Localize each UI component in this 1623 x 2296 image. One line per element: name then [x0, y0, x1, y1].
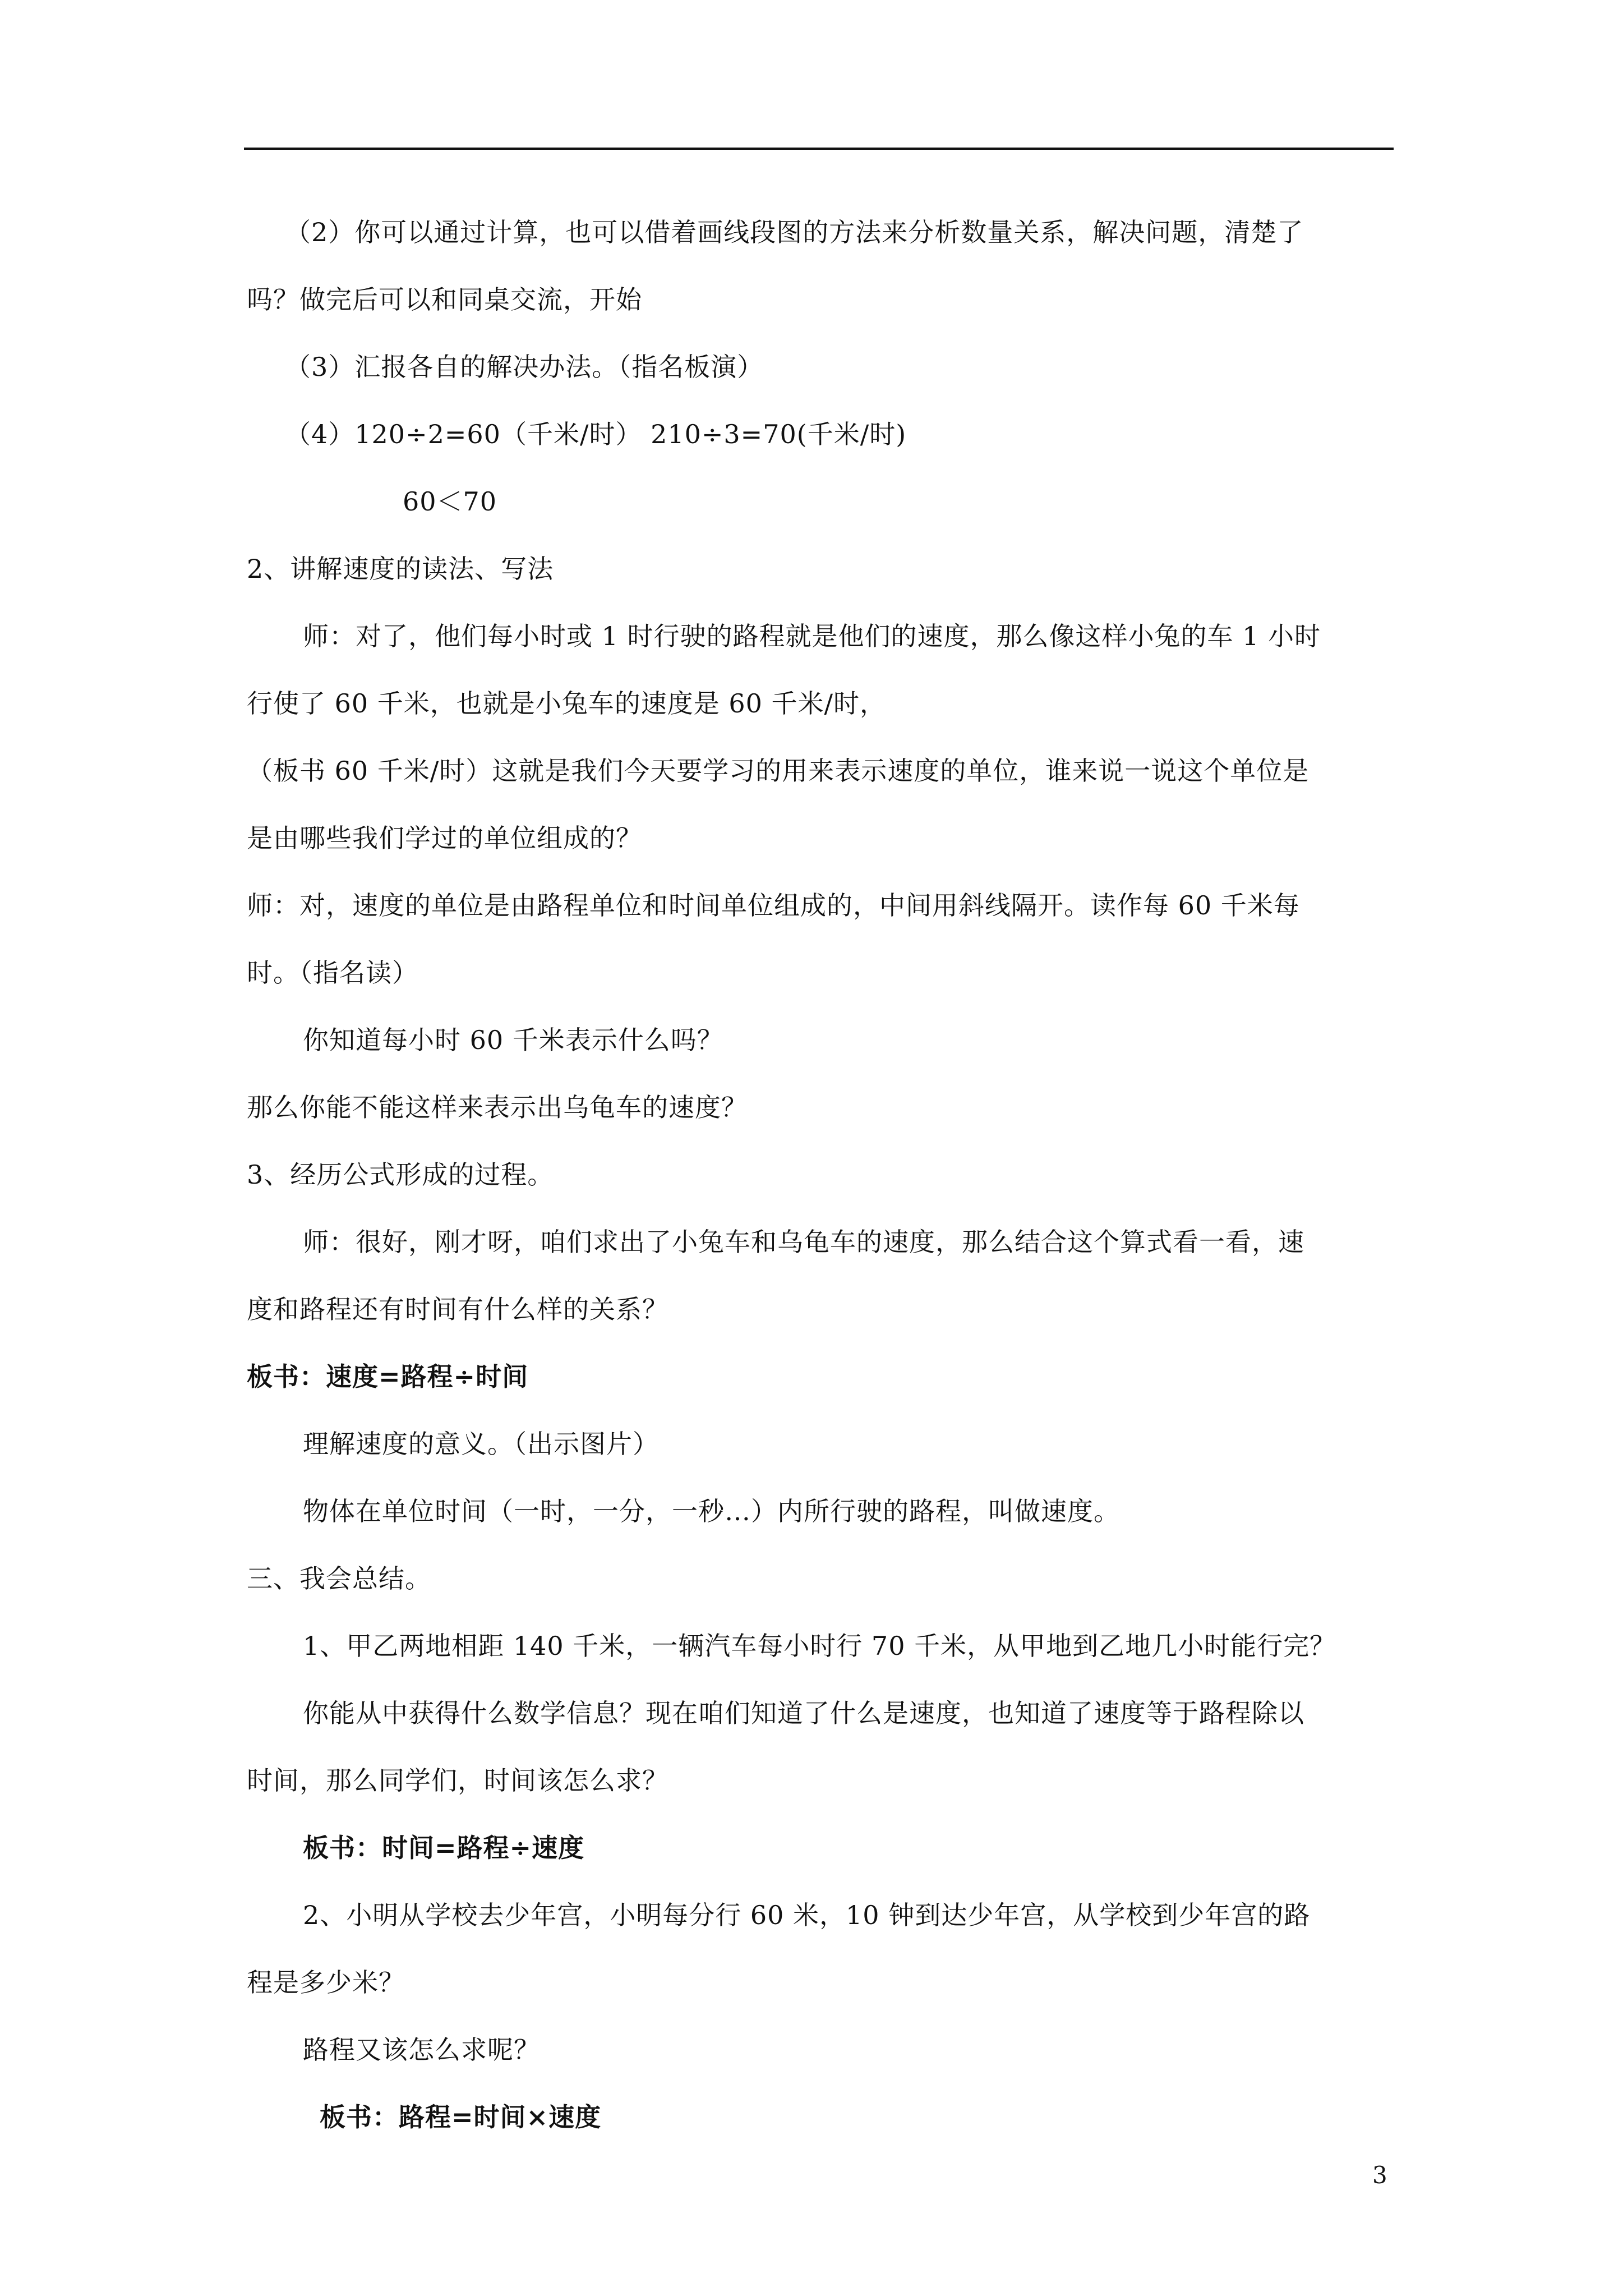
text-line: 吗？做完后可以和同桌交流，开始 [247, 284, 642, 315]
header-rule [244, 148, 1394, 150]
text-line: 2、小明从学校去少年宫，小明每分行 60 米，10 钟到达少年宫，从学校到少年宫的路 [303, 1900, 1311, 1930]
section-heading: 三、我会总结。 [247, 1563, 431, 1594]
text-line: （4）120÷2=60（千米/时） 210÷3=70(千米/时) [285, 419, 907, 449]
text-line: （3）汇报各自的解决办法。（指名板演） [285, 352, 764, 382]
text-line: 3、经历公式形成的过程。 [247, 1159, 554, 1190]
page-number: 3 [1372, 2161, 1387, 2189]
text-line: 物体在单位时间（一时，一分，一秒…）内所行驶的路程，叫做速度。 [303, 1496, 1120, 1526]
text-line: 2、讲解速度的读法、写法 [247, 554, 554, 584]
text-line: 时间，那么同学们，时间该怎么求？ [247, 1765, 668, 1796]
text-line: 师：对了，他们每小时或 1 时行驶的路程就是他们的速度，那么像这样小兔的车 1 小时 [303, 621, 1321, 651]
board-writing-time: 板书：时间=路程÷速度 [303, 1833, 585, 1863]
text-line: 师：对，速度的单位是由路程单位和时间单位组成的，中间用斜线隔开。读作每 60 千米每 [247, 890, 1300, 921]
text-line: （2）你可以通过计算，也可以借着画线段图的方法来分析数量关系，解决问题，清楚了 [285, 217, 1304, 247]
text-line: 路程又该怎么求呢？ [303, 2035, 540, 2065]
text-line: 行使了 60 千米，也就是小兔车的速度是 60 千米/时， [247, 688, 887, 719]
text-line: 1、甲乙两地相距 140 千米，一辆汽车每小时行 70 千米，从甲地到乙地几小时能行完？ [303, 1631, 1336, 1661]
text-line: 你知道每小时 60 千米表示什么吗？ [303, 1025, 723, 1055]
text-line: 时。（指名读） [247, 958, 418, 988]
board-writing-speed: 板书：速度=路程÷时间 [247, 1361, 529, 1392]
text-line: 程是多少米？ [247, 1967, 405, 1998]
text-line: （板书 60 千米/时）这就是我们今天要学习的用来表示速度的单位，谁来说一说这个单位是 [247, 756, 1310, 786]
text-line: 你能从中获得什么数学信息？现在咱们知道了什么是速度，也知道了速度等于路程除以 [303, 1698, 1304, 1728]
text-line: 师：很好，刚才呀，咱们求出了小兔车和乌龟车的速度，那么结合这个算式看一看，速 [303, 1227, 1304, 1257]
text-line: 度和路程还有时间有什么样的关系？ [247, 1294, 668, 1324]
text-line: 理解速度的意义。（出示图片） [303, 1429, 659, 1459]
text-line: 那么你能不能这样来表示出乌龟车的速度？ [247, 1092, 748, 1122]
text-line: 60＜70 [403, 486, 497, 517]
text-line: 是由哪些我们学过的单位组成的？ [247, 823, 642, 853]
board-writing-distance: 板书：路程=时间×速度 [320, 2102, 602, 2132]
